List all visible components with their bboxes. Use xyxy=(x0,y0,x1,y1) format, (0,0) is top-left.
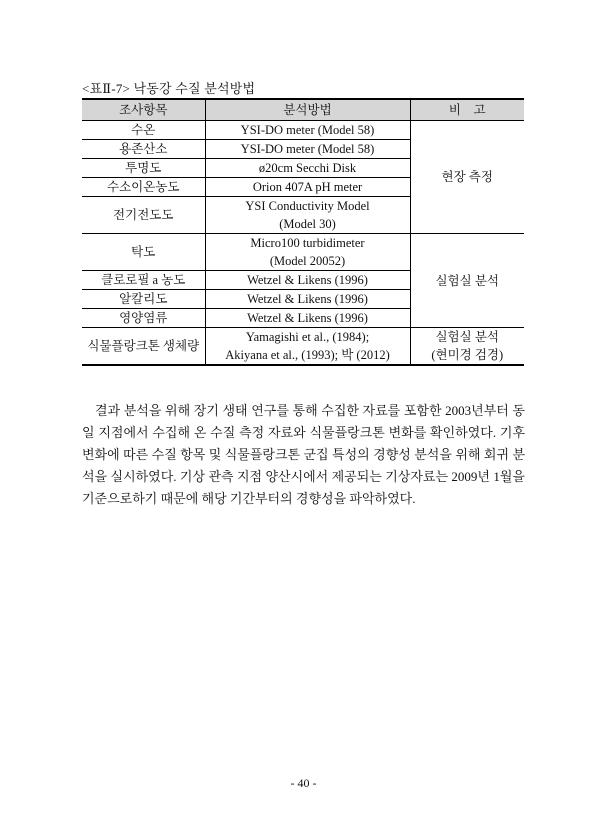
cell-method: Wetzel & Likens (1996) xyxy=(205,309,410,328)
cell-item: 탁도 xyxy=(82,234,205,271)
page-number: - 40 - xyxy=(290,776,317,790)
method-line: (Model 30) xyxy=(279,217,336,231)
method-line: Micro100 turbidimeter xyxy=(250,236,365,250)
method-line: (Model 20052) xyxy=(269,254,346,268)
cell-method: ø20cm Secchi Disk xyxy=(205,159,410,178)
cell-method xyxy=(205,234,410,271)
header-method: 분석방법 xyxy=(205,99,410,121)
remark-line: (현미경 검경) xyxy=(431,348,504,362)
cell-item: 클로로필 a 농도 xyxy=(82,271,205,290)
table-row xyxy=(82,328,524,366)
method-line: Akiyana et al., (1993); 박 (2012) xyxy=(225,348,390,362)
cell-remark-lab: 실험실 분석 xyxy=(410,234,524,328)
method-line: Yamagishi et al., (1984); xyxy=(245,330,370,344)
cell-method: YSI-DO meter (Model 58) xyxy=(205,140,410,159)
table-row xyxy=(82,234,524,271)
table-header-row xyxy=(82,99,524,121)
cell-method: Orion 407A pH meter xyxy=(205,178,410,197)
cell-item: 수소이온농도 xyxy=(82,178,205,197)
analysis-methods-table xyxy=(82,98,524,366)
cell-method: YSI-DO meter (Model 58) xyxy=(205,121,410,140)
cell-item: 알칼리도 xyxy=(82,290,205,309)
cell-method: Wetzel & Likens (1996) xyxy=(205,271,410,290)
table-row xyxy=(82,121,524,140)
cell-remark-field: 현장 측정 xyxy=(410,121,524,234)
cell-item: 영양염류 xyxy=(82,309,205,328)
table-caption: <표Ⅱ-7> 낙동강 수질 분석방법 xyxy=(82,81,256,96)
cell-item: 수온 xyxy=(82,121,205,140)
cell-item: 용존산소 xyxy=(82,140,205,159)
method-line: YSI Conductivity Model xyxy=(245,199,370,213)
cell-item: 전기전도도 xyxy=(82,197,205,234)
cell-method xyxy=(205,328,410,366)
cell-remark-microscope xyxy=(410,328,524,366)
cell-item: 투명도 xyxy=(82,159,205,178)
remark-line: 실험실 분석 xyxy=(435,330,499,344)
body-paragraph: 결과 분석을 위해 장기 생태 연구를 통해 수집한 자료를 포함한 2003년부터 동일 지점에서 수집해 온 수질 측정 자료와 식물플랑크톤 변화를 확인하였다. 기후 변화에 따른 수질 항목 및 식물플랑크톤 군집 특성의 경향성 분석을 위해 회귀 분석을 실시하였다. 기상 관측 지점 양산시에서 제공되는 기상자료는 2009년 1월을 기준으로하기 때문에 해당 기간부터의 경향성을 파악하였다. xyxy=(82,403,525,506)
header-item: 조사항목 xyxy=(82,99,205,121)
cell-item: 식물플랑크톤 생체량 xyxy=(82,328,205,366)
cell-method: Wetzel & Likens (1996) xyxy=(205,290,410,309)
header-remarks: 비 고 xyxy=(410,99,524,121)
cell-method xyxy=(205,197,410,234)
